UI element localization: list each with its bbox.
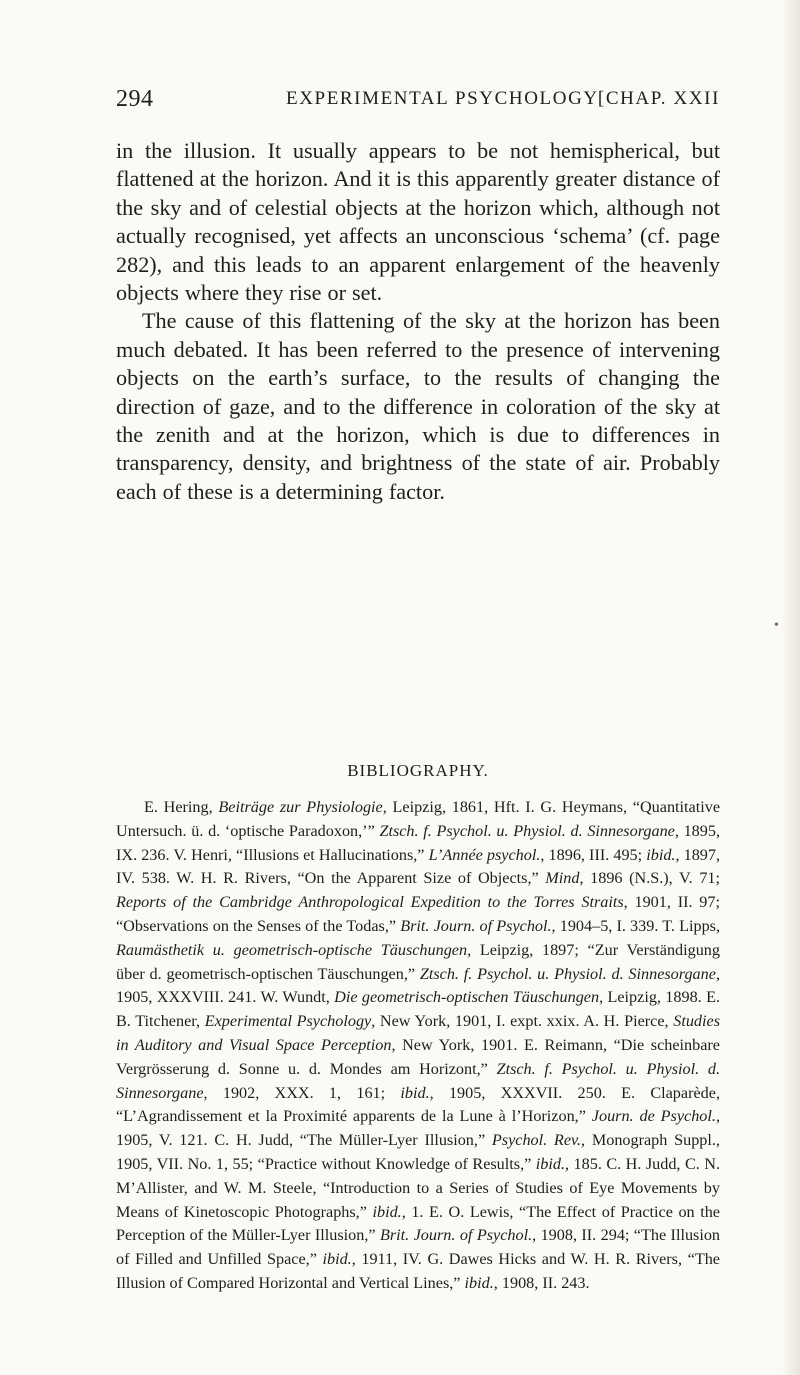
bib-segment: , 1897, IV. 538. W. H. R. Rivers, “On the Apparent Size of Objects,” xyxy=(116,845,721,888)
bib-segment: , 1905, XXXVIII. 241. W. Wundt, xyxy=(116,964,720,1007)
running-header xyxy=(116,86,720,116)
bib-segment-italic: Die geometrisch-optischen Täuschungen xyxy=(334,988,600,1007)
bib-segment-italic: Raumästhetik u. geometrisch-optische Täuschungen xyxy=(116,940,468,959)
body-text xyxy=(116,137,720,506)
paragraph-continued: in the illusion. It usually appears to be not hemispherical, but flattened at the horizon. And it is this apparently greater distance of the sky and of celestial objects at the horizon which, although not actually recognised, yet affects an unconscious ‘schema’ (cf. page 282), and this leads to an apparent enlargement of the heavenly objects where they rise or set. xyxy=(116,138,720,306)
bib-segment: , 1902, XXX. 1, 161; xyxy=(203,1083,401,1102)
margin-mark: • xyxy=(774,618,779,633)
bibliography-text xyxy=(116,796,720,1296)
bib-segment-italic: ibid. xyxy=(535,1154,566,1173)
bib-segment: , 1908, II. 243. xyxy=(493,1273,590,1292)
bib-segment: , 1905, XXXVII. 250. E. Claparède, “L’Agrandissement et la Proximité apparents de la Lune à l’Horizon,” xyxy=(116,1083,720,1126)
bib-segment-italic: Journ. de Psychol. xyxy=(591,1107,716,1126)
bib-segment: , 1896, III. 495; xyxy=(540,845,647,864)
bib-segment: , 1904–5, I. 339. T. Lipps, xyxy=(551,916,721,935)
bib-segment-italic: ibid. xyxy=(646,845,676,864)
bib-segment-italic: Brit. Journ. of Psychol. xyxy=(379,1226,533,1245)
bib-segment-italic: Brit. Journ. of Psychol. xyxy=(400,916,552,935)
bib-segment-italic: Ztsch. f. Psychol. u. Physiol. d. Sinnesorgane xyxy=(116,1059,720,1102)
bib-segment-italic: Ztsch. f. Psychol. u. Physiol. d. Sinnesorgane xyxy=(379,821,675,840)
bib-segment-italic: ibid. xyxy=(322,1250,352,1269)
bib-segment-italic: ibid. xyxy=(464,1273,494,1292)
bib-segment: , New York, 1901. E. Reimann, “Die scheinbare Vergrösserung d. Sonne u. d. Mondes am Horizont,” xyxy=(116,1035,720,1078)
bib-segment-italic: Beiträge zur Physiologie xyxy=(218,798,383,816)
bib-segment: , 1895, IX. 236. V. Henri, “Illusions et Hallucinations,” xyxy=(116,821,721,864)
bib-segment-italic: Reports of the Cambridge Anthropological Expedition to the Torres Straits xyxy=(116,893,624,912)
bib-segment: , Monograph Suppl., 1905, VII. No. 1, 55; “Practice without Knowledge of Results,” xyxy=(116,1131,720,1173)
page-edge-shadow xyxy=(782,0,800,1375)
bib-segment: , Leipzig, 1897; “Zur Verständigung über d. geometrisch-optischen Täuschungen,” xyxy=(116,940,720,983)
bib-segment: , 1. E. O. Lewis, “The Effect of Practice on the Perception of the Müller-Lyer Illusion,” xyxy=(116,1202,720,1245)
bib-segment: , Leipzig, 1861, Hft. I. G. Heymans, “Quantitative Untersuch. ü. d. ‘optische Paradoxon,’” xyxy=(116,798,721,840)
bib-segment-italic: Ztsch. f. Psychol. u. Physiol. d. Sinnesorgane xyxy=(419,964,716,983)
chapter-label: [CHAP. XXII xyxy=(597,88,720,109)
bib-segment: E. Hering, xyxy=(144,798,219,816)
bib-segment-italic: ibid. xyxy=(372,1202,402,1221)
bib-segment: , 1905, V. 121. C. H. Judd, “The Müller-Lyer Illusion,” xyxy=(116,1107,720,1150)
bib-segment: , Leipzig, 1898. E. B. Titchener, xyxy=(116,988,721,1031)
bib-segment: , 185. C. H. Judd, C. N. M’Allister, and W. M. Steele, “Introduction to a Series of Studies of Eye Movements by Means of Kinetoscopic Photographs,” xyxy=(116,1154,720,1221)
bib-segment: , 1911, IV. G. Dawes Hicks and W. H. R. Rivers, “The Illusion of Compared Horizontal and Vertical Lines,” xyxy=(116,1250,720,1292)
bib-segment-italic: Psychol. Rev. xyxy=(491,1131,582,1150)
bib-segment: , 1896 (N.S.), V. 71; xyxy=(579,869,721,888)
bib-segment-italic: Studies in Auditory and Visual Space Perception xyxy=(116,1012,720,1054)
bib-segment: , 1901, II. 97; “Observations on the Senses of the Todas,” xyxy=(116,893,720,935)
page-number: 294 xyxy=(116,86,154,112)
bib-segment-italic: Mind xyxy=(545,869,580,888)
bib-segment-italic: Experimental Psychology xyxy=(204,1012,372,1031)
paragraph-horizon-flattening: The cause of this flattening of the sky at the horizon has been much debated. It has been referred to the presence of intervening objects on the earth’s surface, to the results of changing the direction of gaze, and to the difference in coloration of the sky at the zenith and at the horizon, which is due to differences in transparency, density, and brightness of the state of air. Probably each of these is a determining factor. xyxy=(116,308,720,504)
bibliography-heading: BIBLIOGRAPHY. xyxy=(347,761,489,780)
bib-segment-italic: ibid. xyxy=(400,1083,430,1102)
running-title: EXPERIMENTAL PSYCHOLOGY xyxy=(286,88,599,109)
bib-segment: , New York, 1901, I. expt. xxix. A. H. Pierce, xyxy=(371,1012,674,1031)
bib-segment: , 1908, II. 294; “The Illusion of Filled and Unfilled Space,” xyxy=(116,1226,721,1269)
bib-segment-italic: L’Année psychol. xyxy=(428,845,541,864)
